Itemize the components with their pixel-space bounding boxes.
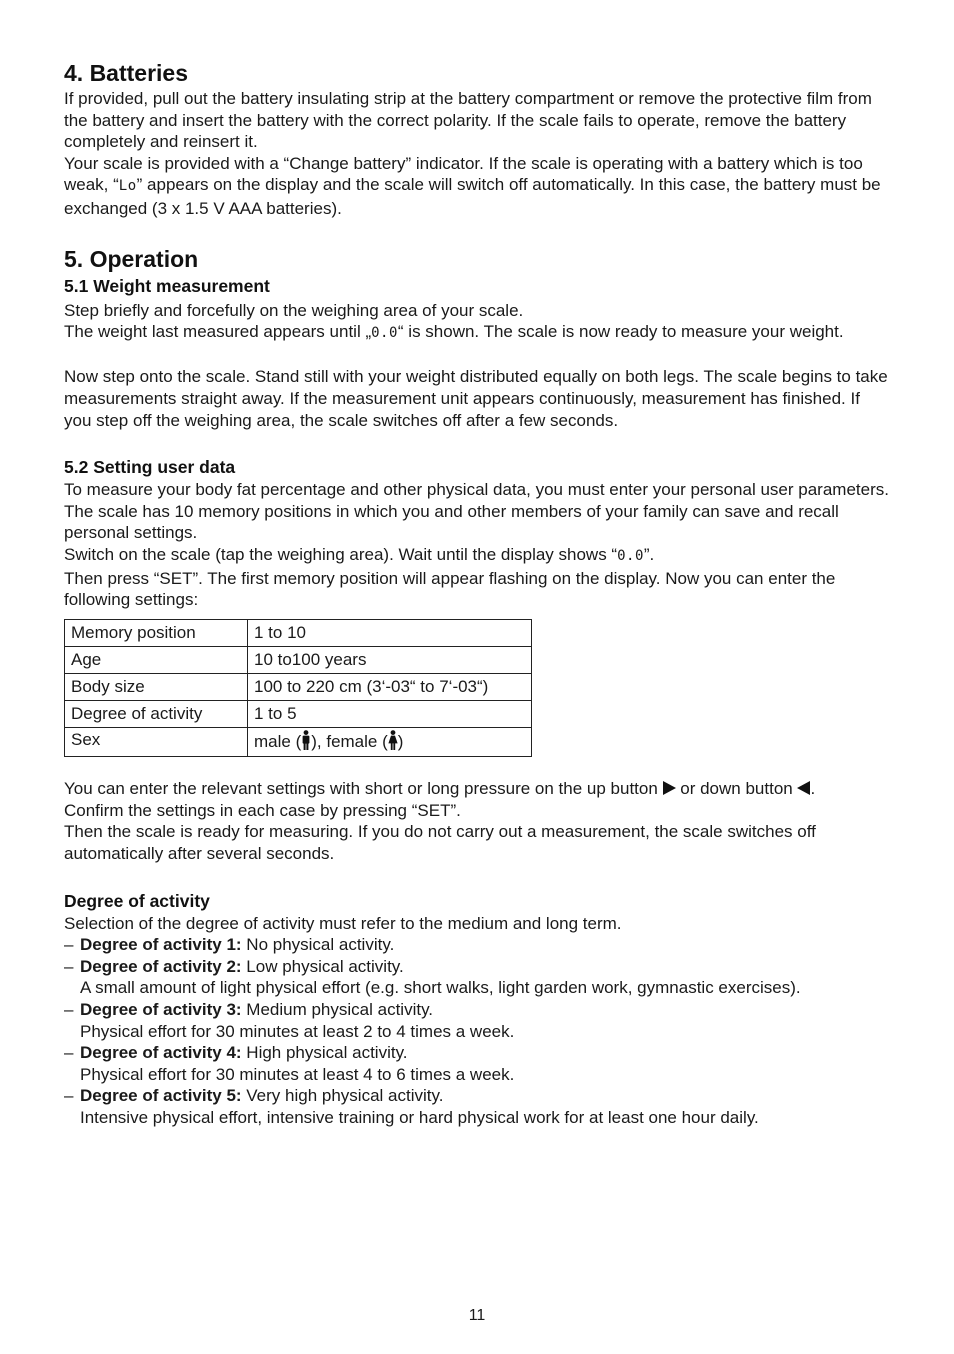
- list-item: – Degree of activity 1: No physical activity.: [64, 935, 395, 955]
- user-data-paragraph-6: Confirm the settings in each case by pressing “SET”.: [64, 800, 461, 820]
- sex-female-text: ), female (: [311, 731, 388, 751]
- list-item: – Degree of activity 2: Low physical activity. A small amount of light physical effort (e.g. short walks, light garden work, gymnastic exercises).: [64, 956, 801, 998]
- sex-end-text: ): [397, 731, 404, 751]
- weight-line-1: Step briefly and forcefully on the weighing area of your scale.: [64, 300, 524, 320]
- table-cell-value-sex: [248, 727, 532, 756]
- activity-detail: Physical effort for 30 minutes at least 2 to 4 times a week.: [80, 1021, 515, 1041]
- activity-label: Degree of activity 2:: [80, 956, 242, 976]
- batteries-paragraph-2-text-b: ” appears on the display and the scale will switch off automatically. In this case, the battery must be exchanged (3 x 1.5 V AAA batteries).: [64, 175, 881, 218]
- sex-male-text: male (: [254, 731, 302, 751]
- triangle-left-icon: [797, 781, 810, 795]
- user-data-paragraph-3-text-a: Switch on the scale (tap the weighing area). Wait until the display shows “: [64, 544, 618, 564]
- list-item: – Degree of activity 4: High physical activity. Physical effort for 30 minutes at least 4 to 6 times a week.: [64, 1043, 515, 1084]
- lcd-zero-symbol: 0.0: [371, 325, 398, 342]
- user-data-paragraph-1: To measure your body fat percentage and other physical data, you must enter your personal user parameters.: [64, 480, 889, 500]
- table-cell-value: 10 to100 years: [248, 646, 532, 673]
- subsection-title-user-data: 5.2 Setting user data: [64, 457, 236, 478]
- activity-detail: Physical effort for 30 minutes at least 4 to 6 times a week.: [80, 1064, 515, 1084]
- activity-detail: Intensive physical effort, intensive training or hard physical work for at least one hour daily.: [80, 1108, 759, 1127]
- section-title-batteries: 4. Batteries: [64, 60, 189, 86]
- weight-line-2-text-b: “ is shown. The scale is now ready to measure your weight.: [397, 322, 844, 342]
- user-data-paragraph-2: The scale has 10 memory positions in which you and other members of your family can save and recall personal settings.: [64, 501, 839, 543]
- weight-line-2: [64, 321, 890, 345]
- user-data-paragraph-5: [64, 778, 890, 800]
- triangle-right-icon: [663, 781, 676, 795]
- lcd-zero-symbol-2: 0.0: [617, 547, 644, 564]
- female-person-icon: [388, 730, 398, 750]
- subsection-title-weight: 5.1 Weight measurement: [64, 275, 270, 296]
- weight-line-2-text-a: The weight last measured appears until „: [64, 322, 372, 342]
- table-row: [65, 727, 532, 756]
- user-data-paragraph-7: Then the scale is ready for measuring. If you do not carry out a measurement, the scale switches off automatically after several seconds.: [64, 822, 816, 864]
- male-person-icon: [301, 730, 311, 750]
- table-cell-label: Sex: [65, 727, 248, 756]
- activity-text: High physical activity.: [241, 1043, 408, 1063]
- section-title-operation: 5. Operation: [64, 245, 199, 272]
- page-number: 11: [468, 1307, 486, 1324]
- table-cell-label: Degree of activity: [65, 700, 248, 727]
- activity-label: Degree of activity 1:: [80, 935, 242, 955]
- table-cell-value: 100 to 220 cm (3‘-03“ to 7‘-03“): [248, 673, 532, 700]
- user-data-paragraph-5-text-a: You can enter the relevant settings with short or long pressure on the up button: [64, 779, 663, 799]
- batteries-paragraph-2: [64, 153, 890, 220]
- table-cell-label: Body size: [65, 673, 248, 700]
- lcd-low-symbol: Lo: [118, 178, 137, 195]
- weight-paragraph-2: Now step onto the scale. Stand still with your weight distributed equally on both legs. The scale begins to take measurements straight away. If the measurement unit appears continuously, measurement has finished. If you step off the weighing area, the scale switches off after a few seconds.: [64, 367, 888, 430]
- table-row: [65, 700, 532, 727]
- table-cell-value: 1 to 5: [248, 700, 532, 727]
- table-row: [65, 673, 532, 700]
- activity-label: Degree of activity 4:: [80, 1043, 242, 1063]
- activity-intro: Selection of the degree of activity must refer to the medium and long term.: [64, 913, 622, 933]
- page-content: [64, 58, 890, 1129]
- table-cell-label: Age: [65, 646, 248, 673]
- settings-table: [64, 619, 532, 757]
- activity-label: Degree of activity 3:: [80, 1000, 242, 1020]
- batteries-paragraph-2-text-a: Your scale is provided with a “Change battery” indicator. If the scale is operating with a battery which is too weak, “: [64, 153, 863, 195]
- list-item: – Degree of activity 5: Very high physical activity. Intensive physical effort, intensive training or hard physical work for at least one hour daily.: [64, 1086, 759, 1127]
- user-data-paragraph-5-text-c: .: [810, 779, 816, 799]
- activity-text: Very high physical activity.: [241, 1086, 444, 1106]
- table-row: [65, 619, 532, 646]
- activity-text: Medium physical activity.: [241, 1000, 434, 1020]
- user-data-paragraph-3-text-b: ”.: [643, 544, 655, 564]
- table-cell-value: 1 to 10: [248, 619, 532, 646]
- user-data-paragraph-5-text-b: or down button: [675, 779, 798, 799]
- user-data-paragraph-4: Then press “SET”. The first memory position will appear flashing on the display. Now you can enter the following settings:: [64, 568, 836, 610]
- activity-text: No physical activity.: [241, 935, 395, 955]
- list-item: – Degree of activity 3: Medium physical activity. Physical effort for 30 minutes at least 2 to 4 times a week.: [64, 1000, 515, 1041]
- batteries-paragraph-1: If provided, pull out the battery insulating strip at the battery compartment or remove the protective film from the battery and insert the battery with the correct polarity. If the scale fails to operate, remove the battery completely and reinsert it.: [64, 89, 872, 152]
- activity-text: Low physical activity.: [241, 956, 404, 976]
- table-row: [65, 646, 532, 673]
- activity-detail: A small amount of light physical effort (e.g. short walks, light garden work, gymnastic exercises).: [80, 978, 801, 998]
- activity-list: [64, 934, 890, 1128]
- subsection-title-activity: Degree of activity: [64, 890, 210, 911]
- user-data-paragraph-3: [64, 544, 890, 568]
- activity-label: Degree of activity 5:: [80, 1086, 242, 1106]
- table-cell-label: Memory position: [65, 619, 248, 646]
